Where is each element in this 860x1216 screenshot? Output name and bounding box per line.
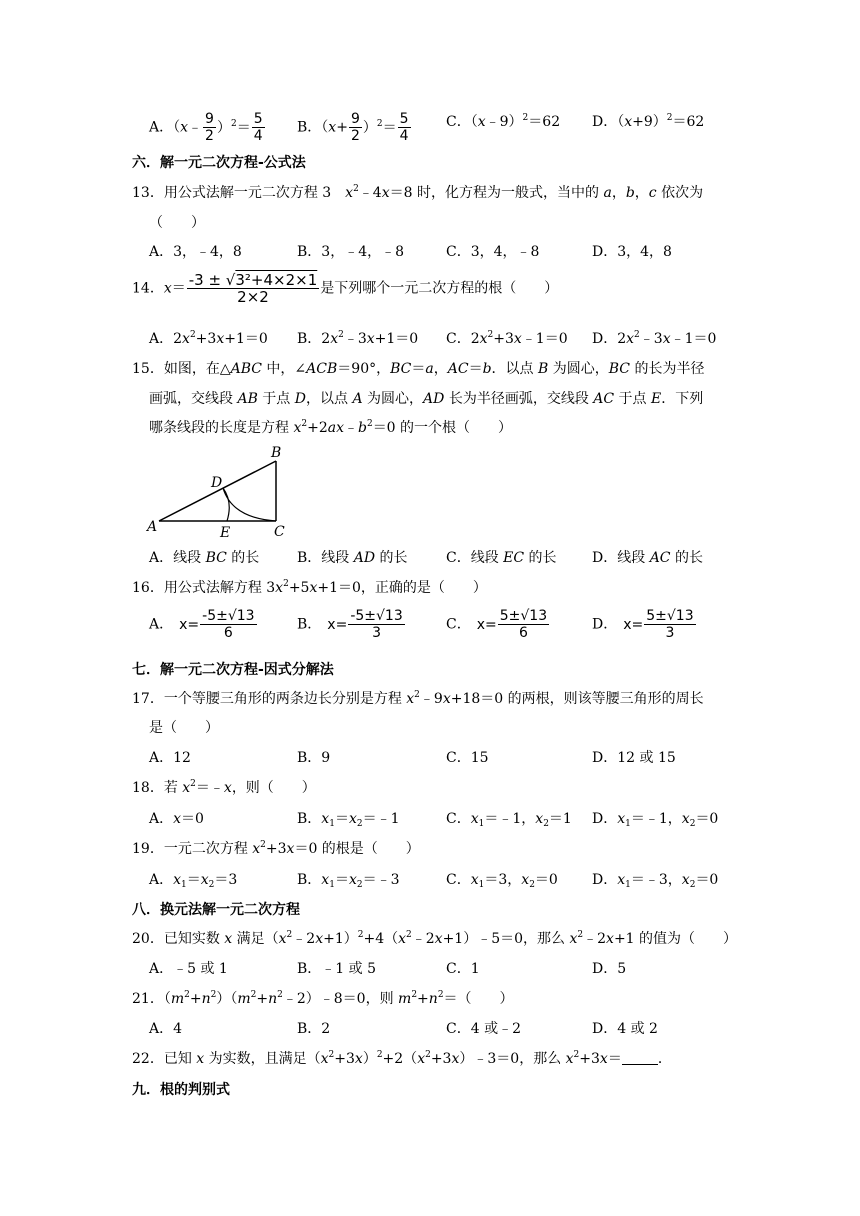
q18-stem: 18．若 $x^2=﹣x$，则（ ） xyxy=(132,779,316,796)
q16-option-c: C． x= $\frac{5\pm√13}{6}$ xyxy=(446,608,548,641)
q19-option-b: B．$x_1=x_2=﹣3$ xyxy=(297,872,400,890)
q20-option-b: B．﹣1 或 5 xyxy=(297,961,377,977)
q16-option-a: A． x= $\frac{-5\pm√13}{6}$ xyxy=(149,608,255,641)
q15-stem-line2: 画弧，交线段 AB 于点 D，以点 A 为圆心，AD 长为半径画弧，交线段 AC 于点 E．下列 xyxy=(149,391,704,407)
figure-label-c: C xyxy=(274,524,285,540)
q18-option-c: C．$x_1=﹣1$，$x_2=1$ xyxy=(446,811,572,829)
q20-stem: 20．已知实数 x 满足$(x^2﹣2x+1)^2+4(x^2﹣2x+1)﹣5=0$，那么 $x^2﹣2x+1$ 的值为（ ） xyxy=(132,930,738,947)
q15-option-a: A．线段 BC 的长 xyxy=(149,550,260,566)
q20-option-a: A．﹣5 或 1 xyxy=(149,961,228,977)
q19-option-a: A．$x_1=x_2=3$ xyxy=(149,872,238,890)
q21-stem: 21．$(m^2+n^2)(m^2+n^2﹣2)﹣8=0$，则 $m^2+n^2=$（ ） xyxy=(132,990,514,1007)
section-heading-8: 八．换元法解一元二次方程 xyxy=(132,902,300,918)
q17-option-a: A．12 xyxy=(149,750,191,766)
section-heading-6: 六．解一元二次方程-公式法 xyxy=(132,155,306,171)
q13-option-b: B．3，﹣4，﹣8 xyxy=(297,244,405,260)
q14-option-a: A．$2x^2+3x+1=0$ xyxy=(149,330,268,347)
q14-option-b: B．$2x^2﹣3x+1=0$ xyxy=(297,330,419,347)
figure-label-b: B xyxy=(271,445,282,461)
q21-option-b: B．2 xyxy=(297,1021,331,1037)
q16-stem: 16．用公式法解方程 $3x^2+5x+1=0$，正确的是（ ） xyxy=(132,579,487,596)
q18-option-a: A．x＝0 xyxy=(149,811,204,827)
section-heading-7: 七．解一元二次方程-因式分解法 xyxy=(132,662,334,678)
q12-option-c: C．（x﹣9）$^2$＝62 xyxy=(446,113,561,130)
figure-label-a: A xyxy=(147,519,158,535)
q19-option-c: C．$x_1=3$，$x_2=0$ xyxy=(446,872,558,890)
q19-option-d: D．$x_1=﹣3$，$x_2=0$ xyxy=(592,872,719,890)
q21-option-c: C．4 或﹣2 xyxy=(446,1021,521,1037)
section-heading-9: 九．根的判别式 xyxy=(132,1082,230,1098)
q14-option-c: C．$2x^2+3x﹣1=0$ xyxy=(446,330,568,347)
q21-option-a: A．4 xyxy=(149,1021,183,1037)
q15-stem-line1: 15．如图，在△ABC 中，∠ACB＝90°，BC＝a，AC＝b．以点 B 为圆心，BC 的长为半径 xyxy=(132,361,705,377)
q15-option-d: D．线段 AC 的长 xyxy=(592,550,703,566)
q13-option-d: D．3，4，8 xyxy=(592,244,672,260)
q13-stem-line2: （ ） xyxy=(149,215,205,231)
q15-stem-line3: 哪条线段的长度是方程 $x^2+2ax﹣b^2=0$ 的一个根（ ） xyxy=(149,419,513,436)
answer-blank[interactable] xyxy=(622,1050,658,1065)
q12-option-a: A．（x﹣ $\frac{9}{2}$ ）$^2$＝ $\frac{5}{4}$ xyxy=(149,111,263,144)
q17-option-d: D．12 或 15 xyxy=(592,750,676,766)
q12-option-b: B．（x+ $\frac{9}{2}$ ）$^2$＝ $\frac{5}{4}$ xyxy=(297,111,409,144)
q12-option-d: D．$(x+9)^2=62$ xyxy=(592,113,705,130)
q18-option-d: D．$x_1=﹣1$，$x_2=0$ xyxy=(592,811,719,829)
figure-label-d: D xyxy=(211,475,223,491)
figure-label-e: E xyxy=(220,525,231,540)
q15-option-c: C．线段 EC 的长 xyxy=(446,550,557,566)
q17-stem-line1: 17．一个等腰三角形的两条边长分别是方程 $x^2﹣9x+18=0$ 的两根，则该等腰三角形的周长 xyxy=(132,690,704,707)
q16-option-b: B． x= $\frac{-5\pm√13}{3}$ xyxy=(297,608,403,641)
q13-stem-line1: 13．用公式法解一元二次方程 3 $x^2﹣4x=8$ 时，化方程为一般式，当中的 a，b，c 依次为 xyxy=(132,184,704,201)
triangle-figure xyxy=(140,440,300,540)
q20-option-d: D．5 xyxy=(592,961,627,977)
q20-option-c: C．1 xyxy=(446,961,480,977)
q13-option-c: C．3，4，﹣8 xyxy=(446,244,540,260)
q13-option-a: A．3，﹣4，8 xyxy=(149,244,242,260)
q18-option-b: B．$x_1=x_2=﹣1$ xyxy=(297,811,400,829)
q14-option-d: D．$2x^2﹣3x﹣1=0$ xyxy=(592,330,717,347)
q17-option-b: B．9 xyxy=(297,750,331,766)
q14-stem: 14．x＝ $\frac{\text{-3 ± √3²+4×2×1}}{2\times 2}$ 是下列哪个一元二次方程的根（ ） xyxy=(132,271,559,306)
q21-option-d: D．4 或 2 xyxy=(592,1021,658,1037)
q17-stem-line2: 是（ ） xyxy=(149,720,219,736)
q22-stem: 22．已知 x 为实数，且满足$(x^2+3x)^2+2(x^2+3x)﹣3=0$，那么 $x^2+3x=$ ． xyxy=(132,1050,672,1067)
q15-option-b: B．线段 AD 的长 xyxy=(297,550,408,566)
q19-stem: 19．一元二次方程 $x^2+3x=0$ 的根是（ ） xyxy=(132,840,420,857)
q16-option-d: D． x= $\frac{5\pm√13}{3}$ xyxy=(592,608,694,641)
q17-option-c: C．15 xyxy=(446,750,489,766)
